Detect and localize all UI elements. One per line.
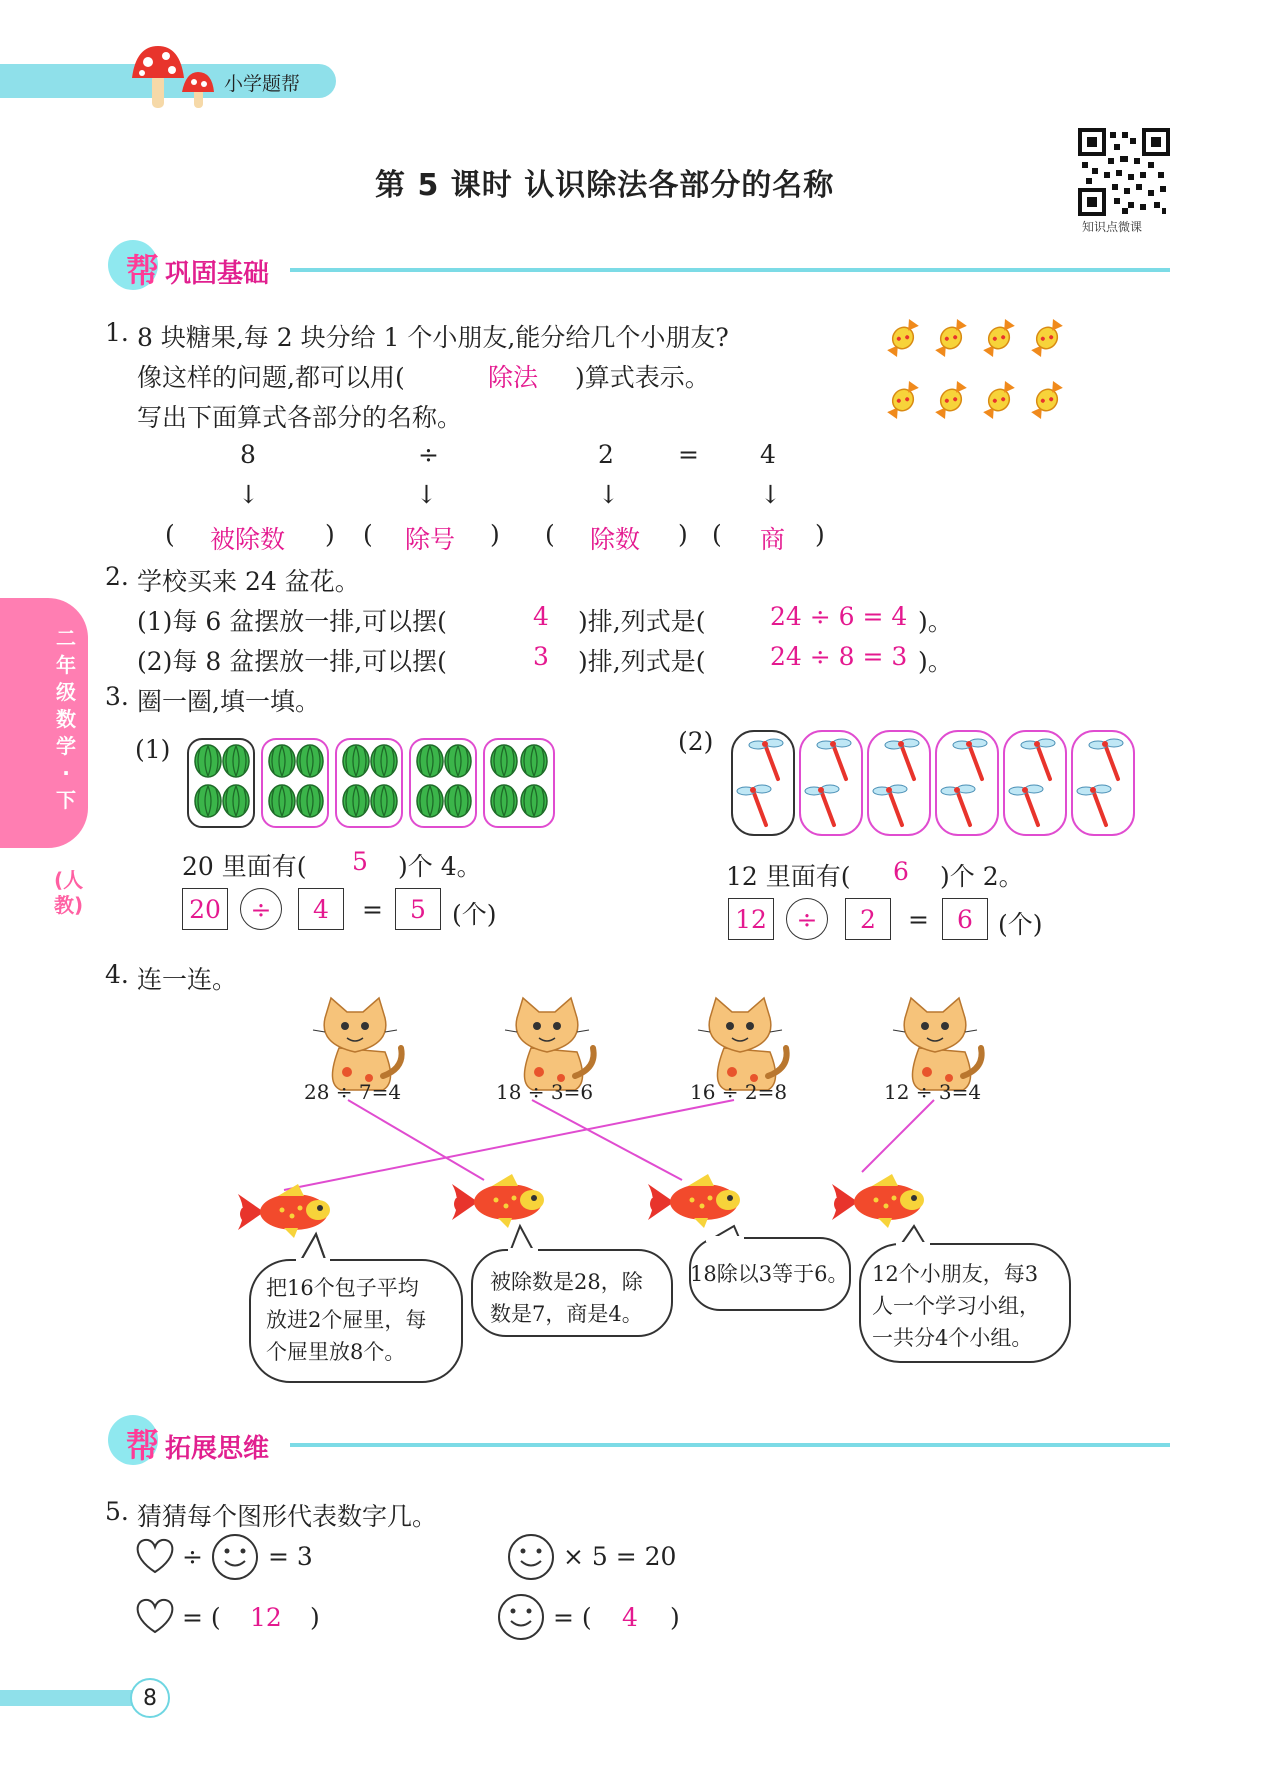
match-line-2 (532, 1100, 682, 1180)
q1-arrow: ↓ (238, 480, 259, 509)
heart-icon (134, 1536, 176, 1576)
q1-paren: ( (165, 520, 175, 549)
q3-part2-box-divisor[interactable]: 2 (845, 898, 891, 940)
q1-paren: ( (712, 520, 722, 549)
q3-part1-unit: (个) (452, 900, 497, 929)
q3-part2-circle-sign[interactable]: ÷ (786, 898, 828, 940)
section2-divider (290, 1443, 1170, 1447)
q1-line3: 写出下面算式各部分的名称。 (137, 403, 463, 432)
section1-title: 巩固基础 (165, 259, 270, 289)
cat-4 (893, 998, 982, 1090)
heart-icon (134, 1596, 176, 1636)
q3-intro: 圈一圈,填一填。 (137, 687, 320, 716)
section2-title: 拓展思维 (165, 1434, 270, 1464)
q1-name-quotient: 商 (760, 525, 786, 554)
q2-intro: 学校买来 24 盆花。 (137, 567, 360, 596)
q3-part1-pre: 20 里面有( (182, 852, 307, 881)
lesson-title: 第 5 课时 认识除法各部分的名称 (375, 168, 835, 203)
fish-3 (648, 1174, 740, 1228)
q1-paren: ) (490, 520, 500, 549)
q3-part1-answer: 5 (352, 847, 368, 876)
q3-part2-post: )个 2。 (940, 862, 1024, 891)
q3-part1-circle-sign[interactable]: ÷ (240, 888, 282, 930)
smiley-icon (210, 1532, 260, 1582)
cat-2 (505, 998, 594, 1090)
q5-heart-answer: 12 (250, 1603, 282, 1632)
q2-part1-mid: )排,列式是( (578, 607, 706, 636)
q5-number: 5. (105, 1497, 129, 1526)
q4-intro: 连一连。 (137, 965, 238, 994)
q1-arrow: ↓ (416, 480, 437, 509)
q3-part2-label: (2) (678, 727, 714, 756)
fish-4 (832, 1174, 924, 1228)
fish-2 (452, 1174, 544, 1228)
cat-equation-1: 28 ÷ 7=4 (304, 1080, 402, 1104)
q1-term-quotient: 4 (760, 440, 776, 469)
q4-number: 4. (105, 960, 129, 989)
q1-paren: ) (325, 520, 335, 549)
fish-1 (238, 1184, 330, 1238)
q1-line2-post: )算式表示。 (575, 363, 710, 392)
q5-paren: ) (670, 1603, 680, 1632)
side-tab-grade: 二年级数学·下 (56, 626, 76, 812)
qr-caption: 知识点微课 (1082, 220, 1143, 234)
q1-name-dividend: 被除数 (210, 525, 286, 554)
bubble-4-text: 12个小朋友，每3 人一个学习小组， 一共分4个小组。 (872, 1262, 1040, 1350)
bubble-3-text: 18除以3等于6。 (690, 1262, 849, 1286)
q3-part2-equals: = (908, 905, 929, 934)
footer-band (0, 1690, 140, 1706)
cat-3 (698, 998, 787, 1090)
q5-eq1-result: = 3 (268, 1542, 313, 1571)
bubble-2-text: 被除数是28，除 数是7，商是4。 (490, 1270, 643, 1326)
cat-1 (313, 998, 402, 1090)
section2-bang: 帮 (126, 1426, 159, 1465)
q2-part1-answer-rows: 4 (533, 602, 549, 631)
q3-part2-box-quotient[interactable]: 6 (942, 898, 988, 940)
q2-part2-mid: )排,列式是( (578, 647, 706, 676)
side-tab-edition: (人教) (54, 868, 84, 917)
q2-part2-answer-equation: 24 ÷ 8 = 3 (770, 642, 908, 671)
bubble-1-text: 把16个包子平均 放进2个屉里，每 个屉里放8个。 (266, 1276, 427, 1364)
q2-part1-answer-equation: 24 ÷ 6 = 4 (770, 602, 908, 631)
q5-smiley-eq: = ( (553, 1603, 592, 1632)
q1-line1: 8 块糖果,每 2 块分给 1 个小朋友,能分给几个小朋友? (137, 323, 729, 352)
match-line-1 (348, 1100, 484, 1180)
q3-part1-equals: = (362, 895, 383, 924)
q1-term-divide-sign: ÷ (418, 440, 439, 469)
q3-part1-box-quotient[interactable]: 5 (395, 888, 441, 930)
q1-paren: ) (815, 520, 825, 549)
cat-equation-4: 12 ÷ 3=4 (884, 1080, 982, 1104)
q5-paren: ) (310, 1603, 320, 1632)
q1-paren: ( (545, 520, 555, 549)
q2-number: 2. (105, 562, 129, 591)
q1-term-equals: = (678, 440, 699, 469)
q2-part2-answer-rows: 3 (533, 642, 549, 671)
cat-equation-2: 18 ÷ 3=6 (496, 1080, 594, 1104)
q3-part2-answer: 6 (893, 857, 909, 886)
q1-line2-answer: 除法 (488, 363, 539, 392)
q1-name-divisor: 除数 (590, 525, 641, 554)
q2-part1-post: )。 (918, 607, 953, 636)
q1-arrow: ↓ (760, 480, 781, 509)
q2-part2-post: )。 (918, 647, 953, 676)
q1-term-divisor: 2 (598, 440, 614, 469)
q3-part1-post: )个 4。 (398, 852, 482, 881)
q1-number: 1. (105, 318, 129, 347)
q3-part2-pre: 12 里面有( (726, 862, 851, 891)
page-number: 8 (130, 1678, 170, 1718)
q5-smiley-answer: 4 (622, 1603, 638, 1632)
q1-name-divide-sign: 除号 (405, 525, 456, 554)
header-title: 小学题帮 (224, 73, 301, 95)
q1-paren: ( (363, 520, 373, 549)
q1-term-dividend: 8 (240, 440, 256, 469)
q1-arrow: ↓ (598, 480, 619, 509)
q5-intro: 猜猜每个图形代表数字几。 (137, 1502, 438, 1531)
q1-paren: ) (678, 520, 688, 549)
q3-part1-box-dividend[interactable]: 20 (182, 888, 228, 930)
smiley-icon (506, 1532, 556, 1582)
q1-line2-pre: 像这样的问题,都可以用( (137, 363, 405, 392)
q3-part2-unit: (个) (998, 910, 1043, 939)
cat-equation-3: 16 ÷ 2=8 (690, 1080, 788, 1104)
match-line-4 (862, 1100, 934, 1172)
q3-part1-label: (1) (135, 735, 171, 764)
q3-number: 3. (105, 682, 129, 711)
q2-part1-pre: (1)每 6 盆摆放一排,可以摆( (137, 607, 447, 636)
q5-heart-eq: = ( (182, 1603, 221, 1632)
q5-eq2-rest: × 5 = 20 (563, 1542, 677, 1571)
q5-eq1-divide: ÷ (182, 1542, 203, 1571)
section1-bang: 帮 (126, 251, 159, 290)
q2-part2-pre: (2)每 8 盆摆放一排,可以摆( (137, 647, 447, 676)
smiley-icon (496, 1592, 546, 1642)
q3-part1-box-divisor[interactable]: 4 (298, 888, 344, 930)
q3-part2-box-dividend[interactable]: 12 (728, 898, 774, 940)
